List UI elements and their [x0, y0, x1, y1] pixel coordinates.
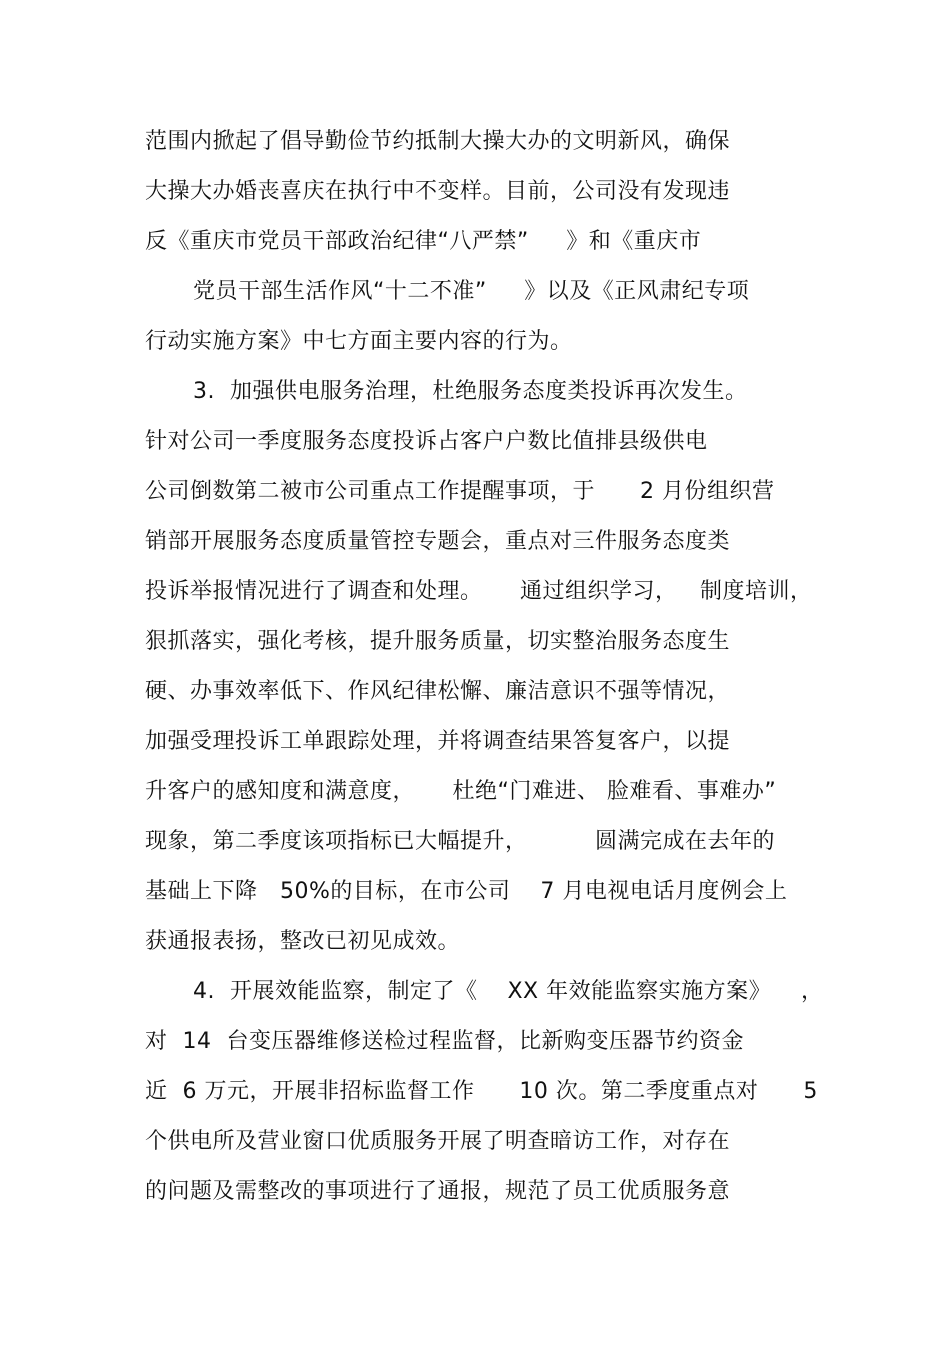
text-line: 范围内掀起了倡导勤俭节约抵制大操大办的文明新风，确保 [145, 129, 731, 154]
text-line: 个供电所及营业窗口优质服务开展了明查暗访工作，对存在 [145, 1129, 731, 1154]
text-line: 公司倒数第二被市公司重点工作提醒事项，于 2 月份组织营 [145, 479, 775, 504]
text-line: 党员干部生活作风“十二不准” 》以及《正风肃纪专项 [193, 279, 750, 304]
text-line: 针对公司一季度服务态度投诉占客户户数比值排县级供电 [145, 429, 708, 454]
text-line: 近 6 万元，开展非招标监督工作 10 次。第二季度重点对 5 [145, 1079, 818, 1104]
section-heading-4: 4. 开展效能监察，制定了《 XX 年效能监察实施方案》 ， [193, 979, 824, 1004]
text-line: 销部开展服务态度质量管控专题会，重点对三件服务态度类 [145, 529, 731, 554]
text-line: 升客户的感知度和满意度， 杜绝“门难进、 脸难看、事难办” [145, 779, 777, 804]
text-line: 大操大办婚丧喜庆在执行中不变样。目前，公司没有发现违 [145, 179, 731, 204]
text-line: 狠抓落实，强化考核，提升服务质量，切实整治服务态度生 [145, 629, 731, 654]
text-line: 投诉举报情况进行了调查和处理。 通过组织学习， 制度培训， [145, 579, 813, 604]
section-heading-3: 3. 加强供电服务治理，杜绝服务态度类投诉再次发生。 [193, 379, 748, 404]
text-line: 行动实施方案》中七方面主要内容的行为。 [145, 329, 573, 354]
text-line: 加强受理投诉工单跟踪处理，并将调查结果答复客户，以提 [145, 729, 731, 754]
text-line: 获通报表扬，整改已初见成效。 [145, 929, 461, 954]
text-line: 的问题及需整改的事项进行了通报，规范了员工优质服务意 [145, 1179, 731, 1204]
text-line: 反《重庆市党员干部政治纪律“八严禁” 》和《重庆市 [145, 229, 702, 254]
text-line: 现象，第二季度该项指标已大幅提升， 圆满完成在去年的 [145, 829, 775, 854]
text-line: 基础上下降 50%的目标，在市公司 7 月电视电话月度例会上 [145, 879, 788, 904]
text-line: 硬、办事效率低下、作风纪律松懈、廉洁意识不强等情况， [145, 679, 731, 704]
text-line: 对 14 台变压器维修送检过程监督，比新购变压器节约资金 [145, 1029, 744, 1054]
